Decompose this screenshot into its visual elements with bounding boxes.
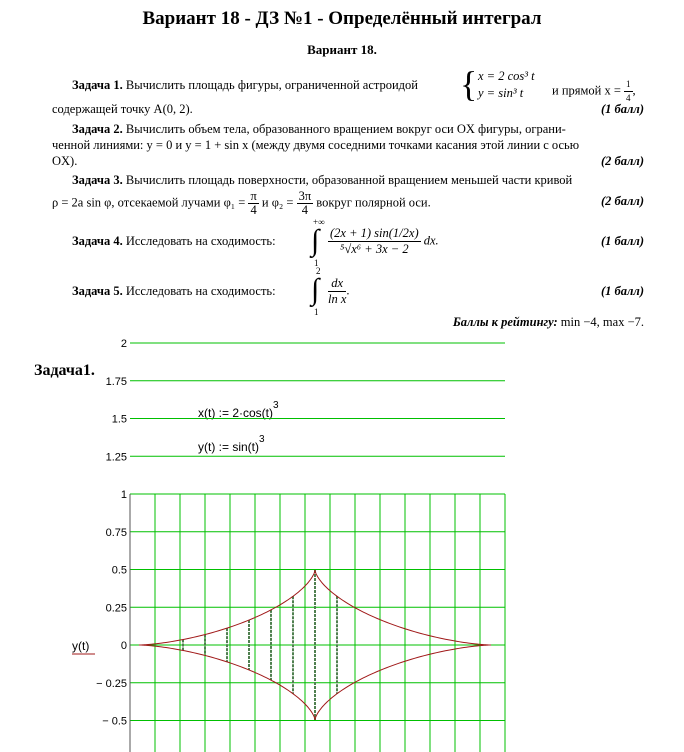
fraction (328, 276, 346, 307)
task-1-line-2: содержащей точку A(0, 2). (52, 102, 193, 116)
def-x-text: x(t) := 2·cos(t) (198, 406, 274, 420)
chart-hatch (183, 570, 337, 720)
fraction (624, 78, 633, 105)
fraction (297, 190, 314, 217)
def-y-text: y(t) := sin(t) (198, 440, 260, 454)
task-label: Задача 3. (72, 173, 123, 187)
task-2-line-2: ченной линиями: y = 0 и y = 1 + sin x (между двумя соседними точками касания этой линии с осью (52, 138, 580, 152)
mathcad-def-y (198, 434, 265, 454)
integral-upper: 2 (316, 266, 321, 276)
section-heading: Задача1. (34, 362, 95, 379)
task-2-line-3: OX). (52, 154, 78, 168)
chart-grid (130, 343, 505, 752)
y-tick-label: − 0.5 (102, 715, 127, 728)
differential: . (346, 283, 350, 298)
page-title: Вариант 18 - ДЗ №1 - Определённый интеграл (142, 8, 542, 29)
frac-num: 1 (624, 78, 633, 92)
y-tick-label: 1 (120, 489, 127, 501)
integral-sign: ∫ (311, 224, 320, 257)
y-tick-label: 0.5 (111, 564, 127, 577)
def-x-exp: 3 (273, 400, 279, 411)
task-text: Вычислить площадь поверхности, образованной вращением меньшей части кривой (125, 173, 573, 187)
frac-den: 4 (301, 203, 308, 217)
task-3-points: (2 балл) (600, 194, 644, 208)
task-text: Исследовать на сходимость: (125, 234, 276, 248)
integral-lower: 1 (314, 258, 319, 268)
y-tick-label: 0.75 (105, 526, 127, 539)
task-1-line-and: и прямой x = $\frac{1}{4}$ , (552, 79, 636, 103)
y-axis-label: y(t) (72, 639, 90, 653)
task-3-line-1 (72, 173, 572, 188)
integral-lower: 1 (314, 307, 319, 317)
fraction (248, 190, 258, 217)
y-tick-label: 1.75 (105, 375, 127, 388)
task-text: ρ = 2a sin φ, отсекаемой лучами φ₁ = (52, 195, 246, 210)
integrand (328, 276, 350, 307)
task-label: Задача 4. (72, 234, 123, 248)
astroid-curve (139, 570, 491, 720)
task-text: Вычислить объем тела, образованного вращением вокруг оси OX фигуры, ограни- (125, 122, 566, 136)
frac-den: 4 (626, 93, 631, 103)
mathcad-def-x (198, 400, 279, 420)
task-5-points: (1 балл) (600, 284, 644, 298)
task-text: и φ₂ = (261, 195, 294, 210)
plot-background (130, 494, 520, 752)
frac-num: π (250, 189, 257, 203)
task-2-points: (2 балл) (600, 154, 644, 168)
integrand (328, 226, 439, 257)
task-3-line-2 (52, 190, 431, 217)
task-4-line (72, 234, 276, 249)
variant-heading: Вариант 18. (307, 42, 377, 57)
rating-line (453, 315, 644, 330)
task-text: вокруг полярной оси. (316, 195, 431, 210)
task-label: Задача 5. (72, 284, 123, 298)
fraction (328, 226, 421, 257)
integral-sign: ∫ (311, 273, 320, 306)
y-tick-label: 2 (120, 338, 127, 350)
y-tick-labels (96, 338, 127, 752)
y-tick-label: − 0.25 (96, 677, 127, 690)
task-label: Задача 2. (72, 122, 123, 136)
system-brace: { (460, 64, 478, 104)
task-label: Задача 1. (72, 78, 123, 92)
def-y-exp: 3 (259, 434, 265, 445)
task-1-line-1 (72, 78, 418, 93)
frac-num: (2x + 1) sin(1/2x) (330, 226, 419, 240)
integral-upper: +∞ (313, 217, 325, 227)
system-eq-1: x = 2 cos³ t (478, 69, 535, 83)
frac-den: ⁵√x⁶ + 3x − 2 (340, 242, 409, 256)
rating-values: min −4, max −7. (560, 315, 644, 329)
frac-num: 3π (298, 189, 312, 203)
y-tick-label: 0.25 (105, 602, 127, 615)
task-text: Исследовать на сходимость: (125, 284, 276, 298)
frac-num: dx (328, 276, 346, 292)
frac-den: 4 (250, 203, 257, 217)
y-tick-label: 1.25 (105, 451, 127, 464)
y-tick-label: 0 (120, 640, 127, 652)
task-5-line (72, 284, 276, 299)
task-text: и прямой x = (552, 83, 621, 98)
task-2-line-1 (72, 122, 566, 137)
frac-den: ln x (328, 292, 347, 306)
rating-label: Баллы к рейтингу: (452, 315, 558, 329)
task-text: Вычислить площадь фигуры, ограниченной астроидой (125, 78, 418, 92)
task-1-points: (1 балл) (600, 102, 644, 116)
differential: dx. (423, 233, 439, 248)
y-tick-label: 1.5 (111, 413, 127, 426)
task-4-points: (1 балл) (600, 234, 644, 248)
system-eq-2: y = sin³ t (478, 86, 524, 100)
